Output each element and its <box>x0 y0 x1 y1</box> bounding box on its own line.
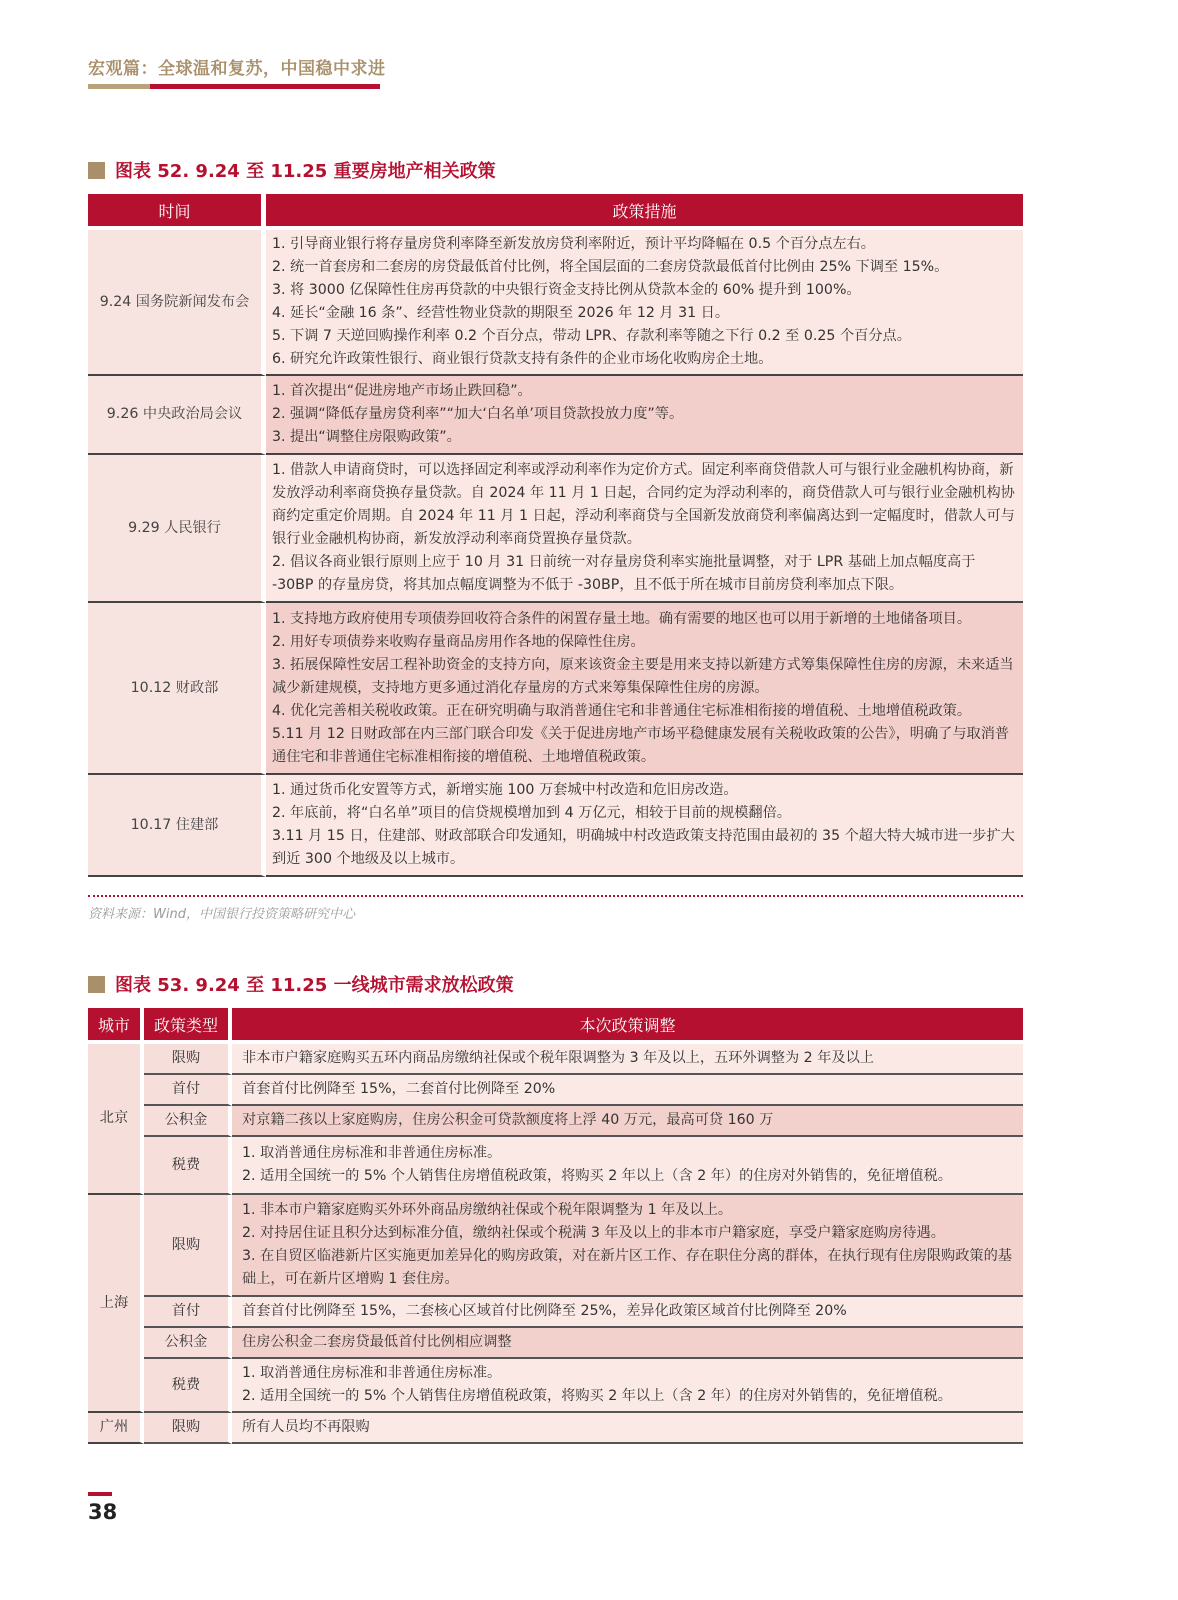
col-header-adjustment: 本次政策调整 <box>232 1008 1023 1040</box>
policy-table-52 <box>88 194 1023 877</box>
table-row <box>88 1328 1023 1359</box>
table-row <box>88 1106 1023 1137</box>
policy-adjustment: 住房公积金二套房贷最低首付比例相应调整 <box>232 1328 1023 1359</box>
row-policy: 1. 引导商业银行将存量房贷利率降至新发放房贷利率附近，预计平均降幅在 0.5 个百分点左右。 2. 统一首套房和二套房的房贷最低首付比例，将全国层面的二套房贷款最低首付比例由 25% 下调至 15%。 3. 将 3000 亿保障性住房再贷款的中央银行资金支持比例从贷款本金的 60% 提升到 100%。 4. 延长“金融 16 条”、经营性物业贷款的期限至 2026 年 12 月 31 日。 5. 下调 7 天逆回购操作利率 0.2 个百分点，带动 LPR、存款利率等随之下行 0.2 至 0.25 个百分点。 6. 研究允许政策性银行、商业银行贷款支持有条件的企业市场化收购房企土地。 <box>266 226 1023 376</box>
policy-type: 税费 <box>144 1137 232 1195</box>
table-row <box>88 1297 1023 1328</box>
table-row <box>88 1195 1023 1297</box>
source-note: 资料来源：Wind，中国银行投资策略研究中心 <box>88 907 355 922</box>
table-row <box>88 1075 1023 1106</box>
policy-adjustment: 所有人员均不再限购 <box>232 1413 1023 1444</box>
page-number-bar <box>88 1492 112 1496</box>
row-time: 9.29 人民银行 <box>88 455 266 603</box>
title-square-icon <box>88 162 105 179</box>
source-divider <box>88 895 1023 897</box>
row-time: 10.17 住建部 <box>88 775 266 877</box>
row-policy: 1. 支持地方政府使用专项债券回收符合条件的闲置存量土地。确有需要的地区也可以用于新增的土地储备项目。 2. 用好专项债券来收购存量商品房用作各地的保障性住房。 3. 拓展保障性安居工程补助资金的支持方向，原来该资金主要是用来支持以新建方式筹集保障性住房的房源，未来适当减少新建规模，支持地方更多通过消化存量房的方式来筹集保障性住房的房源。 4. 优化完善相关税收政策。正在研究明确与取消普通住宅和非普通住宅标准相衔接的增值税、土地增值税政策。 5.11 月 12 日财政部在内三部门联合印发《关于促进房地产市场平稳健康发展有关税收政策的公告》，明确了与取消普通住宅和非普通住宅标准相衔接的增值税、土地增值税政策。 <box>266 603 1023 775</box>
policy-adjustment: 首套首付比例降至 15%，二套核心区域首付比例降至 25%，差异化政策区域首付比例降至 20% <box>232 1297 1023 1328</box>
policy-type: 公积金 <box>144 1328 232 1359</box>
table-row <box>88 1137 1023 1195</box>
table-row <box>88 226 1023 376</box>
chart52-title: 图表 52. 9.24 至 11.25 重要房地产相关政策 <box>88 157 496 183</box>
policy-type: 限购 <box>144 1195 232 1297</box>
table-row <box>88 1359 1023 1413</box>
policy-adjustment: 非本市户籍家庭购买五环内商品房缴纳社保或个税年限调整为 3 年及以上，五环外调整为 2 年及以上 <box>232 1040 1023 1075</box>
header-rule-gold <box>88 84 150 89</box>
policy-type: 限购 <box>144 1413 232 1444</box>
page-number: 38 <box>88 1500 118 1524</box>
chart53-title: 图表 53. 9.24 至 11.25 一线城市需求放松政策 <box>88 971 514 997</box>
row-time: 9.24 国务院新闻发布会 <box>88 226 266 376</box>
policy-type: 首付 <box>144 1075 232 1106</box>
row-policy: 1. 借款人申请商贷时，可以选择固定利率或浮动利率作为定价方式。固定利率商贷借款人可与银行业金融机构协商，新发放浮动利率商贷换存量贷款。自 2024 年 11 月 1 日起，合同约定为浮动利率的，商贷借款人可与银行业金融机构协商约定重定价周期。自 2024 年 11 月 1 日起，浮动利率商贷与全国新发放商贷利率偏离达到一定幅度时，借款人可与银行业金融机构协商，新发放浮动利率商贷置换存量贷款。 2. 倡议各商业银行原则上应于 10 月 31 日前统一对存量房贷利率实施批量调整，对于 LPR 基础上加点幅度高于 -30BP 的存量房贷，将其加点幅度调整为不低于 -30BP，且不低于所在城市目前房贷利率加点下限。 <box>266 455 1023 603</box>
policy-adjustment: 1. 非本市户籍家庭购买外环外商品房缴纳社保或个税年限调整为 1 年及以上。 2. 对持居住证且积分达到标准分值，缴纳社保或个税满 3 年及以上的非本市户籍家庭，享受户籍家庭购房待遇。 3. 在自贸区临港新片区实施更加差异化的购房政策，对在新片区工作、存在职住分离的群体，在执行现有住房限购政策的基础上，可在新片区增购 1 套住房。 <box>232 1195 1023 1297</box>
policy-type: 限购 <box>144 1040 232 1075</box>
row-policy: 1. 通过货币化安置等方式，新增实施 100 万套城中村改造和危旧房改造。 2. 年底前，将“白名单”项目的信贷规模增加到 4 万亿元，相较于目前的规模翻倍。 3.11 月 15 日，住建部、财政部联合印发通知，明确城中村改造政策支持范围由最初的 35 个超大特大城市进一步扩大到近 300 个地级及以上城市。 <box>266 775 1023 877</box>
row-policy: 1. 首次提出“促进房地产市场止跌回稳”。 2. 强调“降低存量房贷利率”“加大‘白名单’项目贷款投放力度”等。 3. 提出“调整住房限购政策”。 <box>266 376 1023 455</box>
city-shanghai: 上海 <box>88 1195 144 1413</box>
col-header-time: 时间 <box>88 194 266 226</box>
header-rule-red <box>150 84 380 89</box>
col-header-city: 城市 <box>88 1008 144 1040</box>
city-guangzhou: 广州 <box>88 1413 144 1444</box>
section-header: 宏观篇：全球温和复苏，中国稳中求进 <box>88 59 386 79</box>
policy-table-53 <box>88 1008 1023 1444</box>
title-square-icon <box>88 976 105 993</box>
policy-adjustment: 对京籍二孩以上家庭购房，住房公积金可贷款额度将上浮 40 万元，最高可贷 160 万 <box>232 1106 1023 1137</box>
table-row <box>88 1413 1023 1444</box>
row-time: 9.26 中央政治局会议 <box>88 376 266 455</box>
table-row <box>88 376 1023 455</box>
table-row <box>88 775 1023 877</box>
table-row <box>88 1040 1023 1075</box>
policy-adjustment: 首套首付比例降至 15%，二套首付比例降至 20% <box>232 1075 1023 1106</box>
policy-type: 公积金 <box>144 1106 232 1137</box>
policy-type: 税费 <box>144 1359 232 1413</box>
city-beijing: 北京 <box>88 1040 144 1195</box>
col-header-policy: 政策措施 <box>266 194 1023 226</box>
table-row <box>88 455 1023 603</box>
policy-type: 首付 <box>144 1297 232 1328</box>
policy-adjustment: 1. 取消普通住房标准和非普通住房标准。 2. 适用全国统一的 5% 个人销售住房增值税政策，将购买 2 年以上（含 2 年）的住房对外销售的，免征增值税。 <box>232 1137 1023 1195</box>
table-row <box>88 603 1023 775</box>
col-header-type: 政策类型 <box>144 1008 232 1040</box>
policy-adjustment: 1. 取消普通住房标准和非普通住房标准。 2. 适用全国统一的 5% 个人销售住房增值税政策，将购买 2 年以上（含 2 年）的住房对外销售的，免征增值税。 <box>232 1359 1023 1413</box>
row-time: 10.12 财政部 <box>88 603 266 775</box>
